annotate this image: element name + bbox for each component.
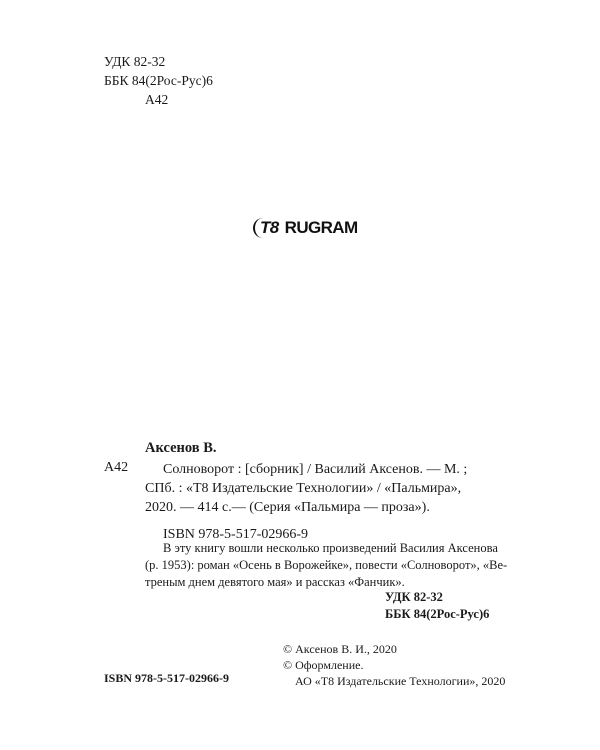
copyright-line: АО «Т8 Издательские Технологии», 2020 (295, 674, 506, 688)
isbn-main: ISBN 978-5-517-02966-9 (163, 527, 309, 542)
publisher-logo (253, 218, 358, 238)
logo-name: RUGRAM (284, 218, 358, 237)
copyright-line: © Аксенов В. И., 2020 (283, 642, 397, 656)
annotation-line: (р. 1953): роман «Осень в Ворожейке», повести «Солноворот», «Ве- (145, 558, 508, 572)
bibliographic-description (145, 460, 467, 517)
annotation (145, 540, 507, 591)
isbn-bottom: ISBN 978-5-517-02966-9 (104, 671, 229, 685)
udk-code: УДК 82-32 (385, 590, 443, 604)
bbk-code: ББК 84(2Рос-Рус)6 (385, 607, 490, 621)
classification-block-top (104, 52, 213, 109)
udk-code: УДК 82-32 (104, 54, 166, 69)
annotation-line: В эту книгу вошли несколько произведений Василия Аксенова (163, 541, 498, 555)
description-index-code: А42 (104, 460, 129, 475)
bbk-code: ББК 84(2Рос-Рус)6 (104, 73, 213, 88)
author-sign: А42 (145, 92, 169, 107)
copyright-block (283, 641, 505, 689)
description-line: 2020. — 414 с.— (Серия «Пальмира — проза»). (145, 500, 430, 515)
copyright-line: © Оформление. (283, 658, 364, 672)
annotation-line: треным днем девятого мая» и рассказ «Фанчик». (145, 575, 405, 589)
classification-block-bottom (385, 589, 489, 623)
book-author: Аксенов В. (145, 440, 217, 456)
description-line: Солноворот : [сборник] / Василий Аксенов. — М. ; (163, 462, 468, 477)
description-line: СПб. : «Т8 Издательские Технологии» / «Пальмира», (145, 481, 462, 496)
logo-mark: T8 (253, 218, 281, 238)
